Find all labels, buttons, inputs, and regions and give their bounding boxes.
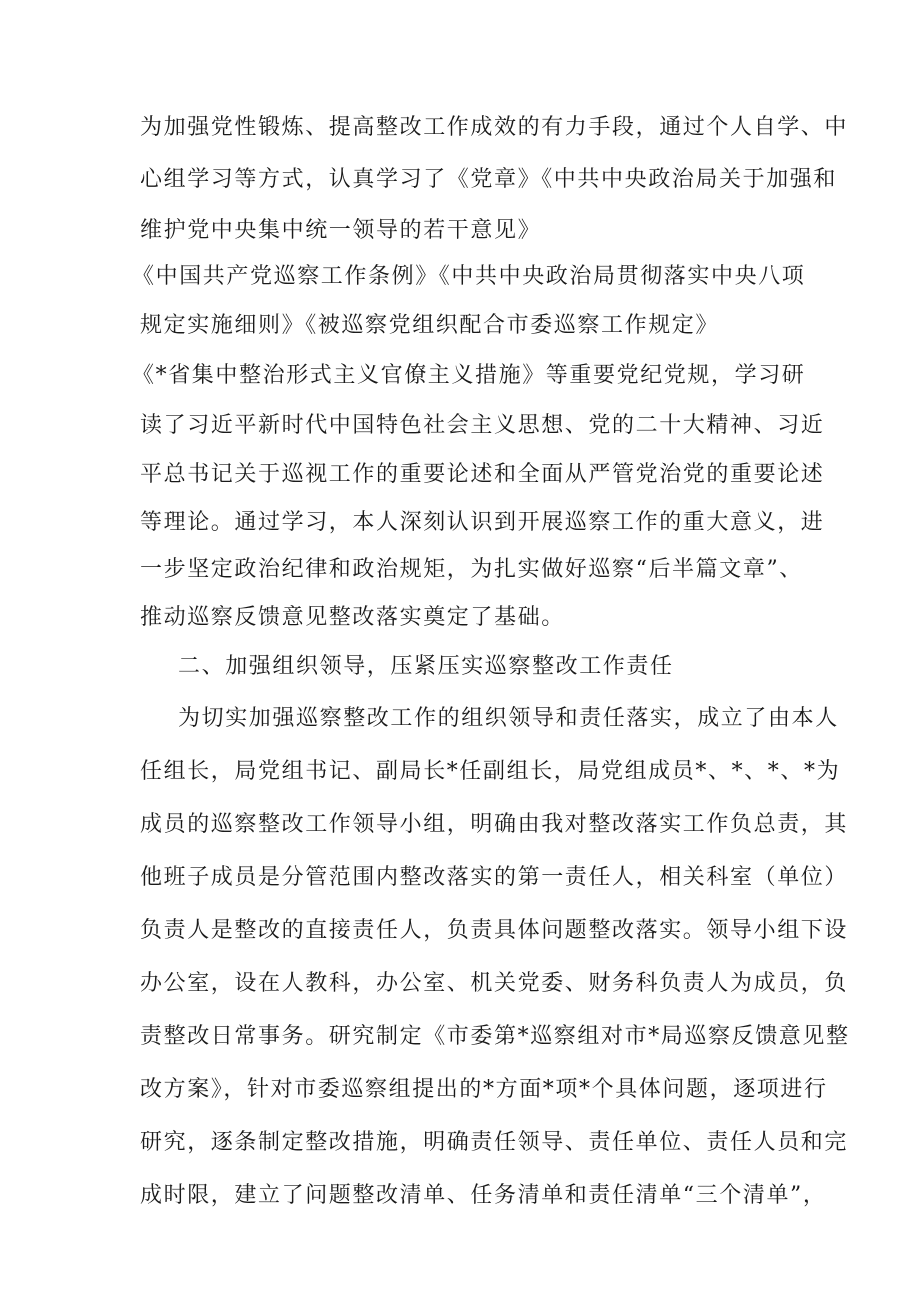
body-text-line: 一步坚定政治纪律和政治规矩，为扎实做好巡察“后半篇文章”、 — [140, 557, 803, 582]
body-text-line: 《中国共产党巡察工作条例》《中共中央政治局贯彻落实中央八项 — [132, 264, 806, 289]
body-text-line: 为切实加强巡察整改工作的组织领导和责任落实，成立了由本人 — [178, 706, 839, 731]
body-text-line: 任组长，局党组书记、副局长*任副组长，局党组成员*、*、*、*为 — [140, 759, 841, 784]
body-text-line: 他班子成员是分管范围内整改落实的第一责任人，相关科室（单位） — [140, 865, 849, 890]
body-text-line: 《*省集中整治形式主义官僚主义措施》等重要党纪党规，学习研 — [132, 363, 806, 388]
body-text-line: 责整改日常事务。研究制定《市委第*巡察组对市*局巡察反馈意见整 — [140, 1024, 850, 1049]
body-text-line: 平总书记关于巡视工作的重要论述和全面从严管党治党的重要论述 — [140, 462, 825, 487]
body-text-line: 研究，逐条制定整改措施，明确责任领导、责任单位、责任人员和完 — [140, 1130, 849, 1155]
section-heading: 二、加强组织领导，压紧压实巡察整改工作责任 — [178, 654, 674, 679]
body-text-line: 成员的巡察整改工作领导小组，明确由我对整改落实工作负总责，其 — [140, 812, 849, 837]
body-text-line: 规定实施细则》《被巡察党组织配合市委巡察工作规定》 — [140, 313, 720, 338]
body-text-line: 成时限，建立了问题整改清单、任务清单和责任清单“三个清单”， — [140, 1183, 827, 1208]
body-text-line: 推动巡察反馈意见整改落实奠定了基础。 — [140, 605, 565, 630]
body-text-line: 改方案》，针对市委巡察组提出的*方面*项*个具体问题，逐项进行 — [140, 1077, 828, 1102]
body-text-line: 心组学习等方式，认真学习了《党章》《中共中央政治局关于加强和 — [140, 167, 838, 192]
body-text-line: 等理论。通过学习，本人深刻认识到开展巡察工作的重大意义，进 — [140, 510, 825, 535]
body-text-line: 为加强党性锻炼、提高整改工作成效的有力手段，通过个人自学、中 — [140, 115, 849, 140]
body-text-line: 读了习近平新时代中国特色社会主义思想、党的二十大精神、习近 — [140, 413, 825, 438]
body-text-line: 负责人是整改的直接责任人，负责具体问题整改落实。领导小组下设 — [140, 918, 849, 943]
body-text-line: 办公室，设在人教科，办公室、机关党委、财务科负责人为成员，负 — [140, 971, 849, 996]
body-text-line: 维护党中央集中统一领导的若干意见》 — [140, 218, 542, 243]
